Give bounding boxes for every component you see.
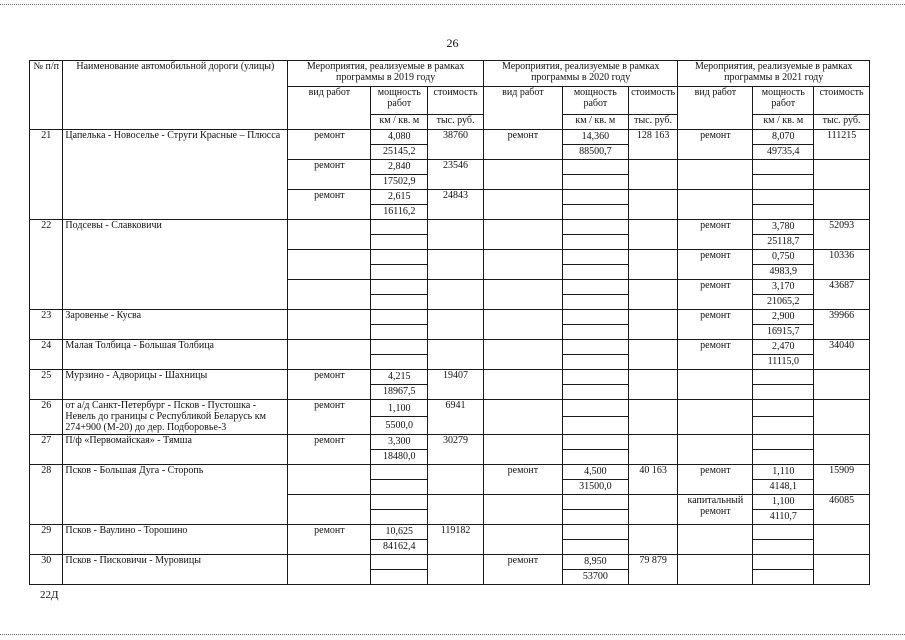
work-type-cell — [483, 400, 562, 435]
header-2020: Мероприятия, реализуемые в рамках программы в 2020 году — [483, 61, 678, 87]
area-sqm-cell — [371, 325, 428, 340]
area-sqm-cell: 16915,7 — [753, 325, 814, 340]
work-type-cell: ремонт — [678, 250, 753, 280]
cost-cell — [628, 280, 678, 310]
header-road-name: Наименование автомобильной дороги (улицы) — [63, 61, 288, 130]
length-km-cell — [562, 220, 628, 235]
area-sqm-cell: 18480,0 — [371, 449, 428, 464]
road-number: 29 — [30, 524, 63, 554]
length-km-cell: 4,215 — [371, 370, 428, 385]
length-km-cell — [371, 310, 428, 325]
area-sqm-cell — [753, 205, 814, 220]
length-km-cell — [371, 494, 428, 509]
length-km-cell — [371, 280, 428, 295]
area-sqm-cell — [753, 417, 814, 434]
work-type-cell: капитальный ремонт — [678, 494, 753, 524]
area-sqm-cell — [562, 509, 628, 524]
length-km-cell — [753, 370, 814, 385]
road-number: 21 — [30, 130, 63, 220]
work-type-cell — [288, 494, 371, 524]
road-name: П/ф «Первомайская» - Тямша — [63, 434, 288, 464]
header-power-unit: км / кв. м — [371, 115, 428, 130]
work-type-cell — [288, 554, 371, 584]
area-sqm-cell — [562, 325, 628, 340]
cost-cell: 40 163 — [628, 464, 678, 494]
cost-cell: 38760 — [428, 130, 484, 160]
area-sqm-cell — [562, 449, 628, 464]
area-sqm-cell — [562, 417, 628, 434]
length-km-cell: 3,170 — [753, 280, 814, 295]
area-sqm-cell — [753, 385, 814, 400]
work-type-cell: ремонт — [483, 130, 562, 160]
work-type-cell: ремонт — [678, 464, 753, 494]
road-number: 25 — [30, 370, 63, 400]
header-power-unit: км / кв. м — [562, 115, 628, 130]
work-type-cell — [288, 310, 371, 340]
cost-cell — [428, 494, 484, 524]
area-sqm-cell — [371, 235, 428, 250]
road-name: Малая Толбица - Большая Толбица — [63, 340, 288, 370]
work-type-cell — [288, 250, 371, 280]
work-type-cell — [483, 280, 562, 310]
cost-cell: 6941 — [428, 400, 484, 435]
cost-cell — [814, 370, 870, 400]
table-row — [30, 464, 870, 479]
cost-cell — [814, 190, 870, 220]
work-type-cell — [483, 250, 562, 280]
length-km-cell — [371, 554, 428, 569]
road-name: Заровенье - Кусва — [63, 310, 288, 340]
header-cost: стоимость — [814, 87, 870, 115]
length-km-cell — [562, 434, 628, 449]
table-row — [30, 310, 870, 325]
header-work-type: вид работ — [678, 87, 753, 130]
cost-cell — [428, 250, 484, 280]
road-number: 26 — [30, 400, 63, 435]
cost-cell: 30279 — [428, 434, 484, 464]
work-type-cell: ремонт — [678, 280, 753, 310]
area-sqm-cell: 4110,7 — [753, 509, 814, 524]
length-km-cell: 10,625 — [371, 524, 428, 539]
length-km-cell: 0,750 — [753, 250, 814, 265]
cost-cell — [428, 340, 484, 370]
road-number: 30 — [30, 554, 63, 584]
cost-cell: 23546 — [428, 160, 484, 190]
work-type-cell: ремонт — [678, 220, 753, 250]
area-sqm-cell: 18967,5 — [371, 385, 428, 400]
length-km-cell — [562, 340, 628, 355]
cost-cell: 24843 — [428, 190, 484, 220]
area-sqm-cell: 88500,7 — [562, 145, 628, 160]
area-sqm-cell — [371, 479, 428, 494]
header-cost-unit: тыс. руб. — [428, 115, 484, 130]
table-row — [30, 554, 870, 569]
length-km-cell: 8,950 — [562, 554, 628, 569]
table-row — [30, 434, 870, 449]
scan-edge-bottom — [0, 634, 905, 635]
cost-cell — [814, 434, 870, 464]
length-km-cell — [562, 280, 628, 295]
area-sqm-cell — [562, 385, 628, 400]
length-km-cell — [562, 250, 628, 265]
cost-cell — [428, 280, 484, 310]
work-type-cell — [483, 340, 562, 370]
area-sqm-cell: 4983,9 — [753, 265, 814, 280]
roads-table — [29, 60, 870, 585]
area-sqm-cell — [371, 569, 428, 584]
header-work-type: вид работ — [483, 87, 562, 130]
work-type-cell — [483, 370, 562, 400]
cost-cell: 19407 — [428, 370, 484, 400]
area-sqm-cell: 53700 — [562, 569, 628, 584]
work-type-cell — [483, 220, 562, 250]
work-type-cell — [483, 310, 562, 340]
work-type-cell — [678, 190, 753, 220]
road-number: 23 — [30, 310, 63, 340]
length-km-cell: 1,110 — [753, 464, 814, 479]
work-type-cell — [678, 400, 753, 435]
length-km-cell — [753, 400, 814, 417]
cost-cell — [628, 400, 678, 435]
area-sqm-cell — [562, 539, 628, 554]
area-sqm-cell — [753, 449, 814, 464]
header-power: мощность работ — [753, 87, 814, 115]
length-km-cell: 2,615 — [371, 190, 428, 205]
area-sqm-cell: 21065,2 — [753, 295, 814, 310]
work-type-cell: ремонт — [288, 160, 371, 190]
work-type-cell — [678, 524, 753, 554]
length-km-cell — [371, 220, 428, 235]
area-sqm-cell — [371, 295, 428, 310]
area-sqm-cell: 11115,0 — [753, 355, 814, 370]
length-km-cell: 2,840 — [371, 160, 428, 175]
road-name: Цапелька - Новоселье - Струги Красные – Плюсса — [63, 130, 288, 220]
length-km-cell — [753, 524, 814, 539]
cost-cell — [628, 310, 678, 340]
cost-cell — [628, 370, 678, 400]
length-km-cell: 1,100 — [371, 400, 428, 417]
cost-cell: 79 879 — [628, 554, 678, 584]
work-type-cell: ремонт — [483, 464, 562, 494]
cost-cell — [814, 524, 870, 554]
road-name: Псков - Ваулино - Торошино — [63, 524, 288, 554]
work-type-cell: ремонт — [678, 310, 753, 340]
road-number: 22 — [30, 220, 63, 310]
area-sqm-cell — [562, 355, 628, 370]
cost-cell: 15909 — [814, 464, 870, 494]
work-type-cell — [288, 220, 371, 250]
length-km-cell: 3,300 — [371, 434, 428, 449]
cost-cell — [628, 494, 678, 524]
length-km-cell — [753, 554, 814, 569]
road-name: Псков - Пискoвичи - Муровицы — [63, 554, 288, 584]
length-km-cell — [753, 190, 814, 205]
header-2021: Мероприятия, реализуемые в рамках программы в 2021 году — [678, 61, 870, 87]
header-2019: Мероприятия, реализуемые в рамках программы в 2019 году — [288, 61, 484, 87]
header-power-unit: км / кв. м — [753, 115, 814, 130]
cost-cell: 128 163 — [628, 130, 678, 160]
work-type-cell: ремонт — [678, 130, 753, 160]
cost-cell — [428, 554, 484, 584]
length-km-cell — [371, 464, 428, 479]
scan-edge-top — [0, 4, 905, 5]
cost-cell — [814, 160, 870, 190]
cost-cell: 46085 — [814, 494, 870, 524]
area-sqm-cell — [562, 205, 628, 220]
work-type-cell — [483, 160, 562, 190]
length-km-cell: 2,900 — [753, 310, 814, 325]
header-cost-unit: тыс. руб. — [628, 115, 678, 130]
area-sqm-cell: 5500,0 — [371, 417, 428, 434]
length-km-cell: 3,780 — [753, 220, 814, 235]
table-row — [30, 220, 870, 235]
area-sqm-cell: 16116,2 — [371, 205, 428, 220]
work-type-cell — [678, 434, 753, 464]
cost-cell — [628, 160, 678, 190]
length-km-cell — [562, 400, 628, 417]
work-type-cell: ремонт — [288, 524, 371, 554]
work-type-cell — [678, 160, 753, 190]
length-km-cell — [562, 190, 628, 205]
length-km-cell: 4,500 — [562, 464, 628, 479]
cost-cell — [628, 434, 678, 464]
header-power: мощность работ — [562, 87, 628, 115]
cost-cell — [814, 400, 870, 435]
cost-cell — [628, 524, 678, 554]
length-km-cell — [562, 310, 628, 325]
length-km-cell — [371, 250, 428, 265]
length-km-cell: 4,080 — [371, 130, 428, 145]
length-km-cell — [371, 340, 428, 355]
table-row — [30, 370, 870, 385]
road-name: Подсевы - Славковичи — [63, 220, 288, 310]
area-sqm-cell: 25118,7 — [753, 235, 814, 250]
cost-cell — [814, 554, 870, 584]
length-km-cell — [753, 434, 814, 449]
work-type-cell: ремонт — [678, 340, 753, 370]
work-type-cell — [288, 464, 371, 494]
area-sqm-cell — [753, 569, 814, 584]
cost-cell — [628, 250, 678, 280]
work-type-cell — [483, 524, 562, 554]
page-number: 26 — [446, 36, 459, 50]
area-sqm-cell — [371, 355, 428, 370]
work-type-cell: ремонт — [483, 554, 562, 584]
length-km-cell: 8,070 — [753, 130, 814, 145]
area-sqm-cell: 4148,1 — [753, 479, 814, 494]
area-sqm-cell: 84162,4 — [371, 539, 428, 554]
work-type-cell — [483, 434, 562, 464]
cost-cell: 39966 — [814, 310, 870, 340]
road-number: 27 — [30, 434, 63, 464]
cost-cell — [628, 190, 678, 220]
road-name: Псков - Большая Дуга - Сторопь — [63, 464, 288, 524]
road-number: 28 — [30, 464, 63, 524]
work-type-cell: ремонт — [288, 370, 371, 400]
work-type-cell — [288, 340, 371, 370]
table-row — [30, 130, 870, 145]
cost-cell — [628, 340, 678, 370]
road-number: 24 — [30, 340, 63, 370]
area-sqm-cell — [371, 265, 428, 280]
area-sqm-cell — [562, 265, 628, 280]
cost-cell: 10336 — [814, 250, 870, 280]
cost-cell — [428, 220, 484, 250]
area-sqm-cell: 25145,2 — [371, 145, 428, 160]
header-num: № п/п — [30, 61, 63, 130]
header-cost: стоимость — [428, 87, 484, 115]
cost-cell — [428, 464, 484, 494]
cost-cell — [428, 310, 484, 340]
length-km-cell — [562, 160, 628, 175]
footer-code: 22Д — [40, 589, 59, 601]
area-sqm-cell — [371, 509, 428, 524]
work-type-cell: ремонт — [288, 434, 371, 464]
area-sqm-cell: 31500,0 — [562, 479, 628, 494]
area-sqm-cell — [562, 175, 628, 190]
work-type-cell — [483, 494, 562, 524]
area-sqm-cell — [562, 235, 628, 250]
cost-cell: 43687 — [814, 280, 870, 310]
work-type-cell: ремонт — [288, 190, 371, 220]
length-km-cell — [562, 370, 628, 385]
work-type-cell — [483, 190, 562, 220]
area-sqm-cell: 49735,4 — [753, 145, 814, 160]
header-power: мощность работ — [371, 87, 428, 115]
length-km-cell — [562, 494, 628, 509]
road-name: от а/д Санкт-Петербург - Псков - Пустошка - Невель до границы с Республикой Беларусь км 274+900 (М-20) до дер. Подборовье-3 — [63, 400, 288, 435]
cost-cell: 52093 — [814, 220, 870, 250]
table-row — [30, 400, 870, 417]
header-work-type: вид работ — [288, 87, 371, 130]
work-type-cell — [678, 370, 753, 400]
length-km-cell: 14,360 — [562, 130, 628, 145]
cost-cell — [628, 220, 678, 250]
cost-cell: 111215 — [814, 130, 870, 160]
length-km-cell: 1,100 — [753, 494, 814, 509]
work-type-cell: ремонт — [288, 400, 371, 435]
area-sqm-cell — [753, 175, 814, 190]
cost-cell: 34040 — [814, 340, 870, 370]
work-type-cell — [678, 554, 753, 584]
length-km-cell — [562, 524, 628, 539]
header-cost: стоимость — [628, 87, 678, 115]
header-cost-unit: тыс. руб. — [814, 115, 870, 130]
area-sqm-cell — [753, 539, 814, 554]
table-row — [30, 524, 870, 539]
work-type-cell: ремонт — [288, 130, 371, 160]
work-type-cell — [288, 280, 371, 310]
area-sqm-cell: 17502,9 — [371, 175, 428, 190]
length-km-cell: 2,470 — [753, 340, 814, 355]
area-sqm-cell — [562, 295, 628, 310]
road-name: Мурзино - Адворицы - Шахницы — [63, 370, 288, 400]
length-km-cell — [753, 160, 814, 175]
table-row — [30, 340, 870, 355]
cost-cell: 119182 — [428, 524, 484, 554]
